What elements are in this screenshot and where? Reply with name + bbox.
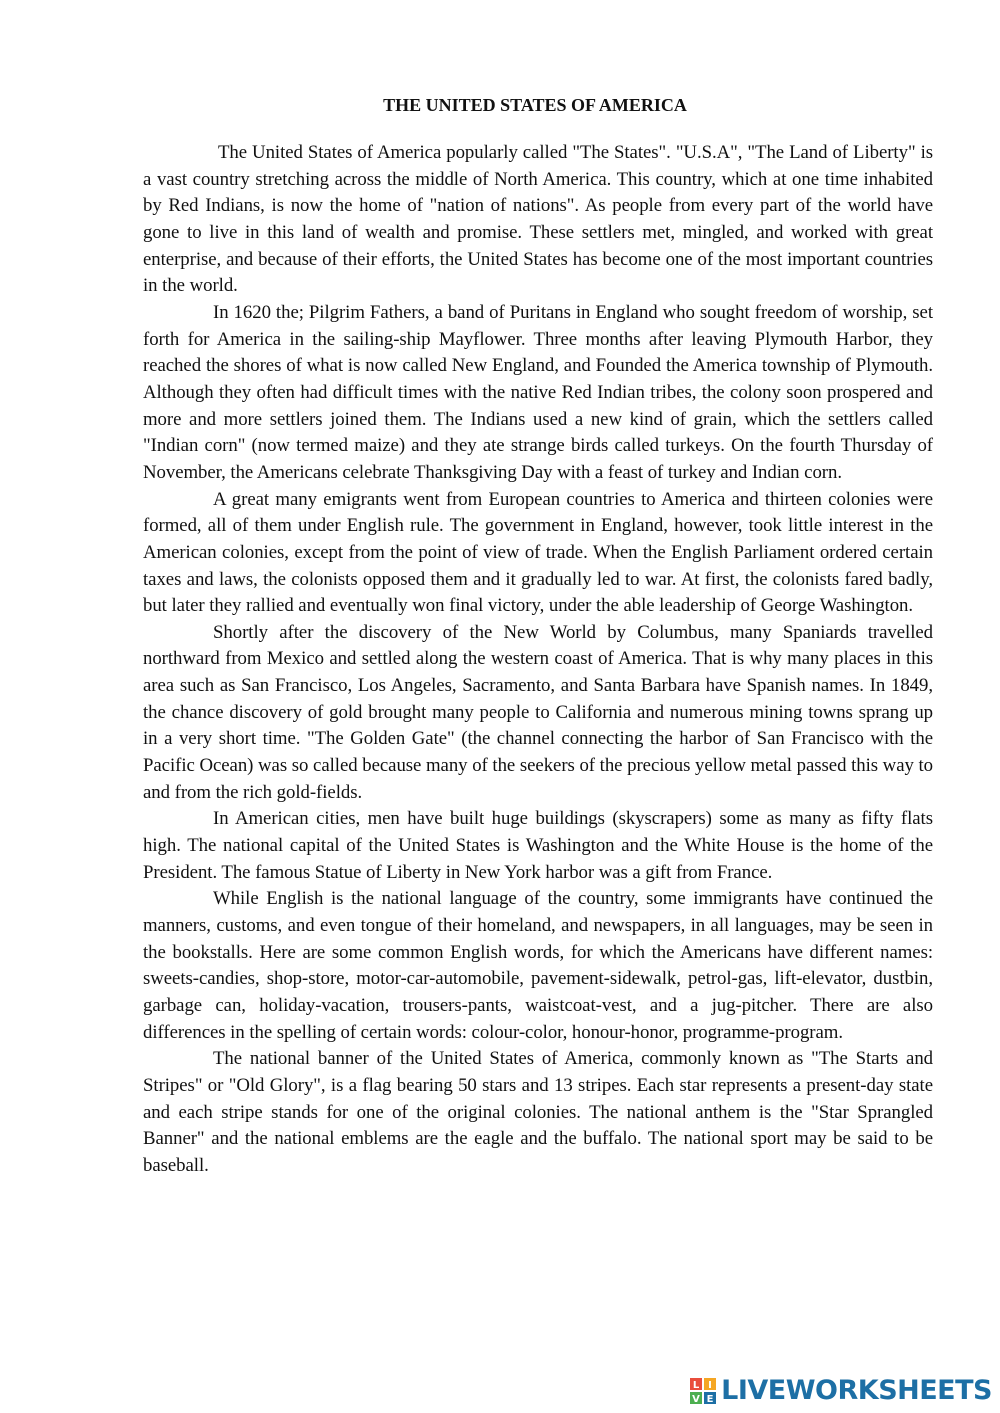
paragraph-cities: In American cities, men have built huge buildings (skyscrapers) some as many as fifty flats high. The national capital of the United States is Washington and the White House is the home of the President. The famous Statue of Liberty in New York harbor was a gift from France. [143,808,933,883]
paragraph-national-symbols: The national banner of the United States of America, commonly known as "The Starts and Stripes" or "Old Glory", is a flag bearing 50 stars and 13 stripes. Each star represents a present-day state and each stripe stands for one of the original colonies. The national anthem is the "Star Sprangled Banner" and the national emblems are the eagle and the buffalo. The national sport may be said to be baseball. [143,1048,933,1176]
paragraph-spaniards: Shortly after the discovery of the New World by Columbus, many Spaniards travelled northward from Mexico and settled along the western coast of America. That is why many places in this area such as San Francisco, Los Angeles, Sacramento, and Santa Barbara have Spanish names. In 1849, the chance discovery of gold brought many people to California and numerous mining towns sprang up in a very short time. "The Golden Gate" (the channel connecting the harbor of San Francisco with the Pacific Ocean) was so called because many of the seekers of the precious yellow metal passed this way to and from the rich gold-fields. [143,621,933,803]
svg-text:E: E [706,1394,714,1405]
svg-text:L: L [692,1380,700,1391]
svg-text:I: I [708,1380,713,1391]
document-body [143,140,933,1180]
document-title: THE UNITED STATES OF AMERICA [383,95,687,115]
liveworksheets-brand[interactable] [689,1376,992,1406]
svg-text:V: V [692,1394,701,1405]
paragraph-language: While English is the national language of the country, some immigrants have continued the manners, customs, and even tongue of their homeland, and newspapers, in all languages, may be seen in the bookstalls. Here are some common English words, for which the Americans have different names: sweets-candies, shop-store, motor-car-automobile, pavement-sidewalk, petrol-gas, lift-elevator, dustbin, garbage can, holiday-vacation, trousers-pants, waistcoat-vest, and a jug-pitcher. There are also differences in the spelling of certain words: colour-color, honour-honor, programme-program. [143,888,933,1043]
paragraph-intro: The United States of America popularly called "The States". "U.S.A", "The Land of Liberty" is a vast country stretching across the middle of North America. This country, which at one time inhabited by Red Indians, is now the home of "nation of nations". As people from every part of the world have gone to live in this land of wealth and promise. These settlers met, mingled, and worked with great enterprise, and because of their efforts, the United States has become one of the most important countries in the world. [143,142,933,297]
liveworksheets-logo-icon [689,1377,717,1405]
brand-name: LIVEWORKSHEETS [721,1375,992,1406]
paragraph-pilgrims: In 1620 the; Pilgrim Fathers, a band of Puritans in England who sought freedom of worship, set forth for America in the sailing-ship Mayflower. Three months after leaving Plymouth Harbor, they reached the shores of what is now called New England, and Founded the America township of Plymouth. Although they often had difficult times with the native Red Indian tribes, the colony soon prospered and more and more settlers joined them. The Indians used a new kind of grain, which the settlers called "Indian corn" (now termed maize) and they ate strange birds called turkeys. On the fourth Thursday of November, the Americans celebrate Thanksgiving Day with a feast of turkey and Indian corn. [143,301,933,483]
paragraph-colonies: A great many emigrants went from European countries to America and thirteen colonies were formed, all of them under English rule. The government in England, however, took little interest in the American colonies, except from the point of view of trade. When the English Parliament ordered certain taxes and laws, the colonists opposed them and it gradually led to war. At first, the colonists fared badly, but later they rallied and eventually won final victory, under the able leadership of George Washington. [143,488,933,617]
